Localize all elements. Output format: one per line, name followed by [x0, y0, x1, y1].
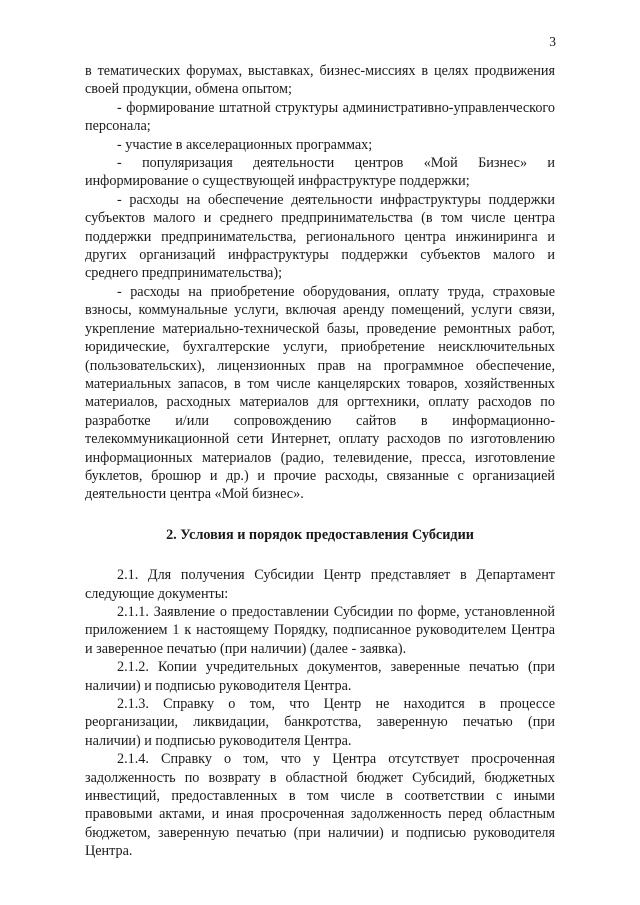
section-heading: 2. Условия и порядок предоставления Субсидии: [166, 526, 474, 543]
list-item: - популяризация деятельности центров «Мой Бизнес» и информирование о существующей инфраструктуре поддержки;: [85, 155, 555, 190]
document-body: [85, 62, 555, 861]
expense-list: [85, 62, 555, 504]
clause-paragraph: 2.1.3. Справку о том, что Центр не находится в процессе реорганизации, ликвидации, банкротства, заверенную печатью (при наличии) и подписью руководителя Центра.: [85, 696, 555, 749]
section-body: [85, 566, 555, 861]
list-item: - расходы на приобретение оборудования, оплату труда, страховые взносы, коммунальные услуги, включая аренду помещений, услуги связи, укрепление материально-технической базы, проведение ремонтных работ, юридические, бухгалтерские услуги, приобретение неисключительных (пользовательских), лицензионных прав на программное обеспечение, материальных запасов, в том числе канцелярских товаров, хозяйственных материалов, расходных материалов для оргтехники, оплату расходов по разработке и/или сопровождению сайтов в информационно-телекоммуникационной сети Интернет, оплату расходов по изготовлению информационных материалов (радио, телевидение, пресса, изготовление буклетов, брошюр и др.) и прочие расходы, связанные с организацией деятельности центра «Мой бизнес».: [85, 283, 555, 503]
clause-paragraph: 2.1. Для получения Субсидии Центр представляет в Департамент следующие документы:: [85, 567, 555, 602]
clause-paragraph: 2.1.4. Справку о том, что у Центра отсутствует просроченная задолженность по возврату в областной бюджет Субсидий, бюджетных инвестиций, предоставленных в том числе в соответствии с иными правовыми актами, и иная просроченная задолженность перед областным бюджетом, заверенную печатью (при наличии) и подписью руководителя Центра.: [85, 751, 555, 860]
list-item: - формирование штатной структуры административно-управленческого персонала;: [85, 99, 555, 135]
page-number: 3: [549, 34, 556, 49]
clause-paragraph: 2.1.1. Заявление о предоставлении Субсидии по форме, установленной приложением 1 к настоящему Порядку, подписанное руководителем Центра и заверенное печатью (при наличии) (далее - заявка).: [85, 603, 555, 657]
list-item-continuation: в тематических форумах, выставках, бизнес-миссиях в целях продвижения своей продукции, обмена опытом;: [85, 63, 555, 98]
list-item: - участие в акселерационных программах;: [117, 136, 373, 153]
list-item: - расходы на обеспечение деятельности инфраструктуры поддержки субъектов малого и среднего предпринимательства (в том числе центра поддержки предпринимательства, регионального центра инжиниринга и других организаций инфраструктуры поддержки субъектов малого и среднего предпринимательства);: [85, 191, 555, 282]
clause-paragraph: 2.1.2. Копии учредительных документов, заверенные печатью (при наличии) и подписью руководителя Центра.: [85, 659, 555, 694]
